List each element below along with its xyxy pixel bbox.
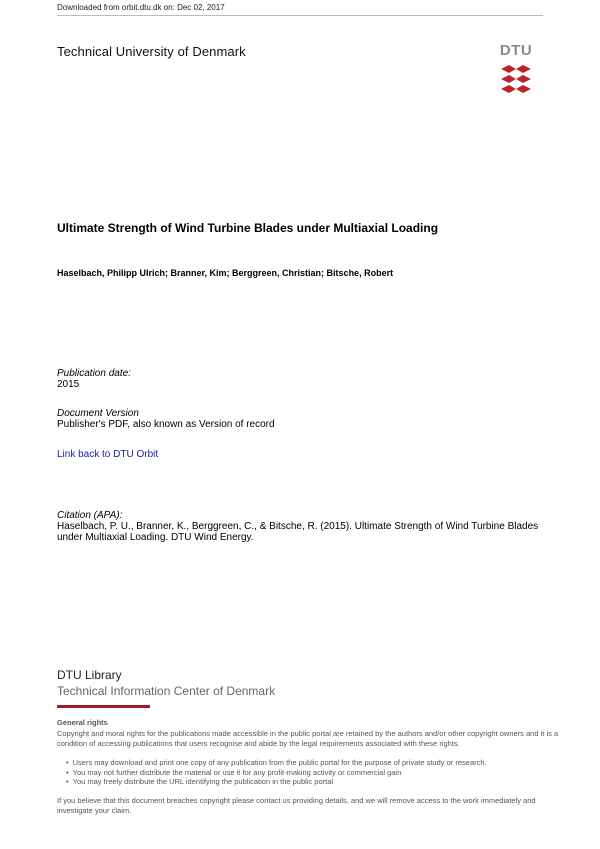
document-title: Ultimate Strength of Wind Turbine Blades under Multiaxial Loading [57,221,439,235]
document-version-label: Document Version [57,408,139,419]
list-item: • Users may download and print one copy of any publication from the public portal for the purpose of private study or research. [66,758,556,768]
citation-text: Haselbach, P. U., Branner, K., Berggreen, C., & Bitsche, R. (2015). Ultimate Strength of Wind Turbine Blades under Multiaxial Loading. DTU Wind Energy. [57,521,539,543]
rights-heading: General rights [57,718,108,727]
list-item: • You may freely distribute the URL identifying the publication in the public portal [66,777,556,787]
dtu-logo-text: DTU [499,42,533,59]
rights-text: Copyright and moral rights for the publications made accessible in the public portal are retained by the authors and/or other copyright owners and it is a condition of accessing publications that users recognise and abide by the legal requirements associated with these rights. [57,729,559,748]
dtu-logo [499,44,533,94]
library-name: DTU Library [57,668,122,682]
authors: Haselbach, Philipp Ulrich; Branner, Kim; Berggreen, Christian; Bitsche, Robert [57,268,394,278]
header-divider [57,15,543,16]
document-version-value: Publisher's PDF, also known as Version of record [57,419,275,430]
library-accent-bar [57,705,150,708]
dtu-logo-mark-icon [499,44,533,94]
rights-bullet-list [66,758,556,787]
library-subtitle: Technical Information Center of Denmark [57,684,276,698]
university-name: Technical University of Denmark [57,44,246,59]
citation-label: Citation (APA): [57,510,123,521]
publication-date-label: Publication date: [57,368,131,379]
publication-date-value: 2015 [57,379,80,390]
takedown-notice: If you believe that this document breaches copyright please contact us providing details, and we will remove access to the work immediately and investigate your claim. [57,796,536,815]
dtu-orbit-link[interactable]: Link back to DTU Orbit [57,449,159,460]
download-note: Downloaded from orbit.dtu.dk on: Dec 02, 2017 [57,3,225,12]
list-item: • You may not further distribute the material or use it for any profit-making activity or commercial gain [66,768,556,778]
